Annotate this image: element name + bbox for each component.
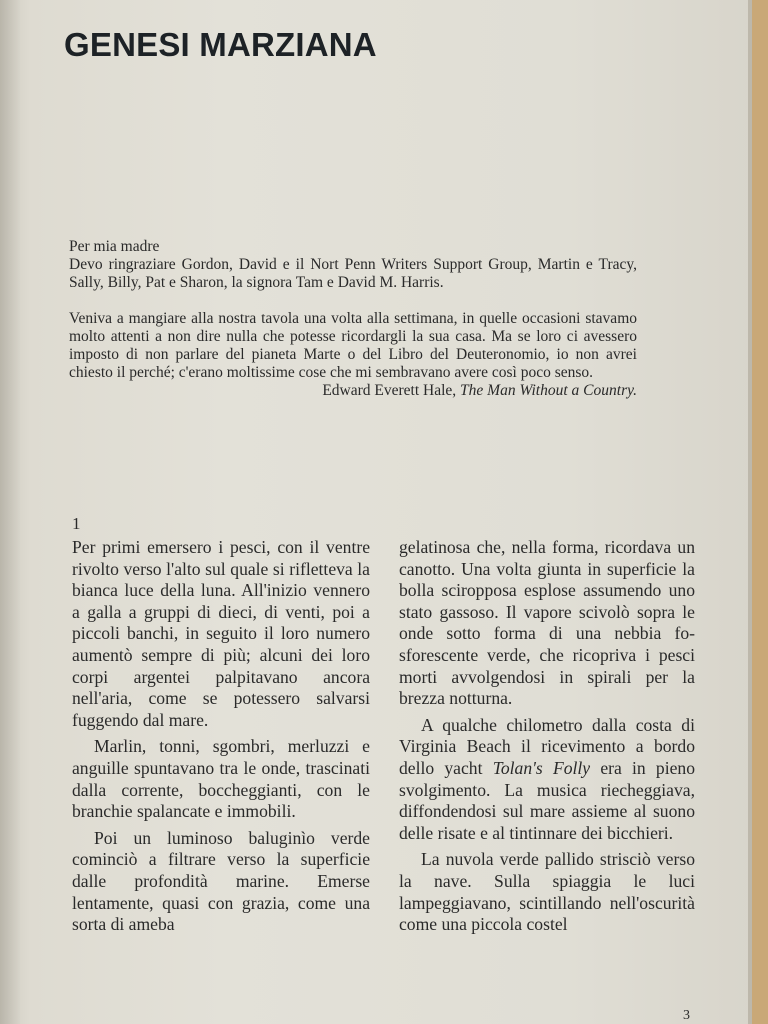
epigraph-attribution [69, 382, 637, 400]
paragraph [399, 715, 695, 845]
dedication: Per mia madre [69, 238, 160, 255]
book-title: GENESI MARZIANA [64, 26, 377, 63]
paragraph: gelatinosa che, nella forma, ricordava un canotto. Una volta giunta in superficie la bolla sciropposa esplose assumendo uno stato gassoso. Il vapore scivolò sopra le onde sotto forma di una nebbia fosforescente verde, che ricopriva i pesci morti avvolgendosi in spirali per la brezza notturna. [399, 537, 695, 709]
yacht-name: Tolan's Folly [492, 757, 591, 778]
epigraph-text: Veniva a mangiare alla nostra tavola una volta alla settimana, in quelle occasioni stavamo molto attenti a non dire nulla che potesse ricordargli la sua casa. Ma se loro ci avessero imposto di non parlare del pianeta Marte o del Libro del Deuteronomio, io non avrei chiesto il perché; c'erano moltissime cose che mi sembravano avere così poco senso. [69, 309, 637, 382]
text-column-right [399, 537, 695, 936]
paragraph: Per primi emersero i pesci, con il ventre rivolto verso l'alto sul quale si rifletteva la bianca luce della luna. All'inizio vennero a galla a gruppi di dieci, di venti, poi a piccoli banchi, in seguito il loro numero aumentò sempre di più; alcuni dei loro corpi argentei palpitavano ancora nell'aria, come se potessero salvarsi fuggendo dal mare. [72, 537, 370, 730]
paragraph: La nuvola verde pallido strisciò verso la nave. Sulla spiaggia le luci lampeggiavano, scintillando nell'oscurità come una piccola costel [399, 849, 695, 935]
paragraph: Marlin, tonni, sgombri, merluzzi e anguille spuntavano tra le onde, trascinati dalla corrente, boccheggianti, con le branchie spalancate e immobili. [72, 736, 370, 822]
epigraph-author: Edward Everett Hale, [322, 382, 461, 400]
acknowledgments: Devo ringraziare Gordon, David e il Nort Penn Writers Support Group, Martin e Tracy, Sally, Billy, Pat e Sharon, la signora Tam e David M. Harris. [69, 256, 637, 292]
paragraph-text: era in pieno svolgimento. La musica riecheggiava, diffondendosi sul mare assieme al suono delle risate e al tintinnare dei bicchieri. [399, 757, 695, 843]
text-column-left [72, 537, 370, 936]
epigraph-work: The Man Without a Country. [460, 382, 637, 400]
chapter-number: 1 [72, 514, 81, 533]
paragraph-text: A qualche chilometro dalla costa di Virginia Beach il ricevimento a bordo dello yacht [399, 714, 695, 778]
paragraph: Poi un luminoso baluginìo verde cominciò a filtrare verso la superficie dalle profondità marine. Emerse lentamente, quasi con grazia, come una sorta di ameba [72, 827, 370, 935]
page-number: 3 [683, 1008, 690, 1023]
page-gutter [0, 0, 20, 1024]
front-matter [69, 238, 637, 401]
page-edge [748, 0, 752, 1024]
